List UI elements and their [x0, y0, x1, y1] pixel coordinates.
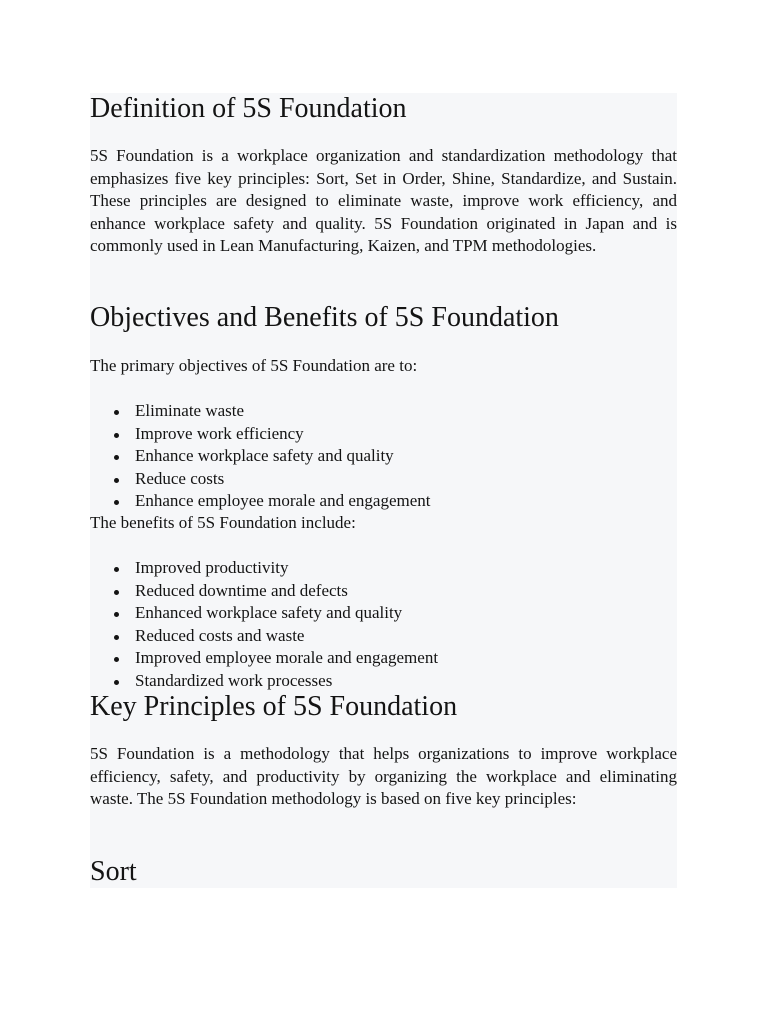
principles-paragraph: 5S Foundation is a methodology that helps organizations to improve workplace efficiency, safety, and productivity by organizing the workplace and eliminating waste. The 5S Foundation methodology is based on five key principles: — [90, 744, 677, 808]
list-item: Improved productivity — [90, 557, 677, 580]
definition-paragraph: 5S Foundation is a workplace organization and standardization methodology that emphasizes five key principles: Sort, Set in Order, Shine, Standardize, and Sustain. These principles are designed to eliminate waste, improve work efficiency, and enhance workplace safety and quality. 5S Foundation originated in Japan and is commonly used in Lean Manufacturing, Kaizen, and TPM methodologies. — [90, 146, 677, 255]
list-item: Improve work efficiency — [90, 423, 677, 446]
objectives-list — [90, 400, 677, 513]
sort-heading: Sort — [90, 856, 137, 887]
objectives-heading: Objectives and Benefits of 5S Foundation — [90, 302, 559, 333]
list-item: Reduce costs — [90, 468, 677, 491]
benefits-intro: The benefits of 5S Foundation include: — [90, 513, 356, 532]
document-page — [90, 93, 677, 888]
definition-heading: Definition of 5S Foundation — [90, 93, 407, 124]
objectives-intro: The primary objectives of 5S Foundation are to: — [90, 356, 418, 375]
list-item: Standardized work processes — [90, 670, 677, 693]
benefits-list — [90, 557, 677, 692]
list-item: Reduced costs and waste — [90, 625, 677, 648]
list-item: Enhance workplace safety and quality — [90, 445, 677, 468]
list-item: Reduced downtime and defects — [90, 580, 677, 603]
principles-heading: Key Principles of 5S Foundation — [90, 691, 458, 722]
list-item: Enhance employee morale and engagement — [90, 490, 677, 513]
list-item: Enhanced workplace safety and quality — [90, 602, 677, 625]
list-item: Eliminate waste — [90, 400, 677, 423]
list-item: Improved employee morale and engagement — [90, 647, 677, 670]
